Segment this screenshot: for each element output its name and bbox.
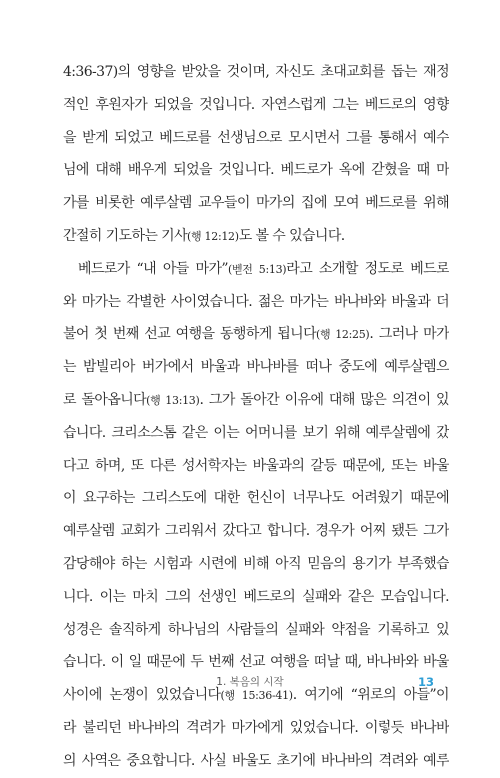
text-segment: 적인 후원자가 되었을 것입니다. 자연스럽게 그는 베드로의 영향 xyxy=(63,96,449,113)
text-line xyxy=(63,745,449,778)
text-segment: 님에 대해 배우게 되었을 것입니다. 베드로가 옥에 갇혔을 때 마 xyxy=(63,162,449,179)
text-segment: 예루살렘 교회가 그리워서 갔다고 합니다. 경우가 어찌 됐든 그가 xyxy=(63,523,449,540)
text-segment: 이 요구하는 그리스도에 대한 헌신이 너무나도 어려웠기 때문에 xyxy=(63,490,449,507)
text-segment: . 그가 돌아간 이유에 대해 많은 의견이 있 xyxy=(199,391,449,408)
text-segment: 간절히 기도하는 기사 xyxy=(63,227,188,244)
text-line xyxy=(63,515,449,548)
text-segment: 4:36-37)의 영향을 받았을 것이며, 자신도 초대교회를 돕는 재정 xyxy=(63,64,449,80)
text-segment: 가를 비롯한 예루살렘 교우들이 마가의 집에 모여 베드로를 위해 xyxy=(63,195,449,212)
scripture-reference: (행 15:36-41) xyxy=(220,689,293,703)
scripture-reference: (벧전 5:13) xyxy=(227,262,287,276)
text-segment: . 그러나 마가 xyxy=(369,326,449,343)
text-line xyxy=(63,286,449,319)
text-segment: 와 마가는 각별한 사이였습니다. 젊은 마가는 바나바와 바울과 더 xyxy=(63,293,449,310)
text-segment: 불어 첫 번째 선교 여행을 동행하게 됩니다 xyxy=(63,326,317,343)
text-line xyxy=(63,384,449,417)
text-segment: 다고 하며, 또 다른 성서학자는 바울과의 갈등 때문에, 또는 바울 xyxy=(63,457,449,474)
text-segment: 도 볼 수 있습니다. xyxy=(238,227,345,244)
text-line xyxy=(63,351,449,384)
text-line xyxy=(63,56,449,89)
text-segment: 성경은 솔직하게 하나님의 사람들의 실패와 약점을 기록하고 있 xyxy=(63,621,449,638)
page-footer xyxy=(0,672,500,692)
text-line xyxy=(63,253,449,286)
text-segment: 을 받게 되었고 베드로를 선생님으로 모시면서 그를 통해서 예수 xyxy=(63,129,449,146)
text-line xyxy=(63,450,449,483)
text-segment: 라고 소개할 정도로 베드로 xyxy=(286,260,449,277)
scripture-reference: (행 12:25) xyxy=(316,328,370,342)
page-number: 13 xyxy=(417,675,434,689)
text-segment: . 여기에 “위로의 아들”이 xyxy=(292,687,449,704)
body-text xyxy=(63,56,449,778)
text-segment: 는 밤빌리아 버가에서 바울과 바나바를 떠나 중도에 예루살렘으 xyxy=(63,359,449,376)
text-segment: 사이에 논쟁이 있었습니다 xyxy=(63,687,221,704)
text-segment: 의 사역은 중요합니다. 사실 바울도 초기에 바나바의 격려와 예루 xyxy=(63,752,449,769)
text-line xyxy=(63,318,449,351)
text-line xyxy=(63,548,449,581)
text-segment: 감당해야 하는 시험과 시련에 비해 아직 믿음의 용기가 부족했습 xyxy=(63,555,449,572)
text-line xyxy=(63,614,449,647)
text-line xyxy=(63,89,449,122)
text-line xyxy=(63,187,449,220)
text-line xyxy=(63,482,449,515)
text-segment: 베드로가 “내 아들 마가” xyxy=(78,260,228,277)
scripture-reference: (행 13:13) xyxy=(146,393,200,407)
text-line xyxy=(63,154,449,187)
text-segment: 라 불리던 바나바의 격려가 마가에게 있었습니다. 이렇듯 바나바 xyxy=(63,719,449,736)
text-line xyxy=(63,712,449,745)
text-segment: 습니다. 크리소스톰 같은 이는 어머니를 보기 위해 예루살렘에 갔 xyxy=(63,424,449,441)
text-segment: 니다. 이는 마치 그의 선생인 베드로의 실패와 같은 모습입니다. xyxy=(63,588,449,605)
scripture-reference: (행 12:12) xyxy=(187,229,239,243)
running-head: 1. 복음의 시작 xyxy=(216,676,284,688)
text-line xyxy=(63,417,449,450)
text-line xyxy=(63,220,449,253)
text-line xyxy=(63,122,449,155)
text-line xyxy=(63,581,449,614)
text-segment: 로 돌아옵니다 xyxy=(63,391,147,408)
text-segment: 습니다. 이 일 때문에 두 번째 선교 여행을 떠날 때, 바나바와 바울 xyxy=(63,654,449,671)
